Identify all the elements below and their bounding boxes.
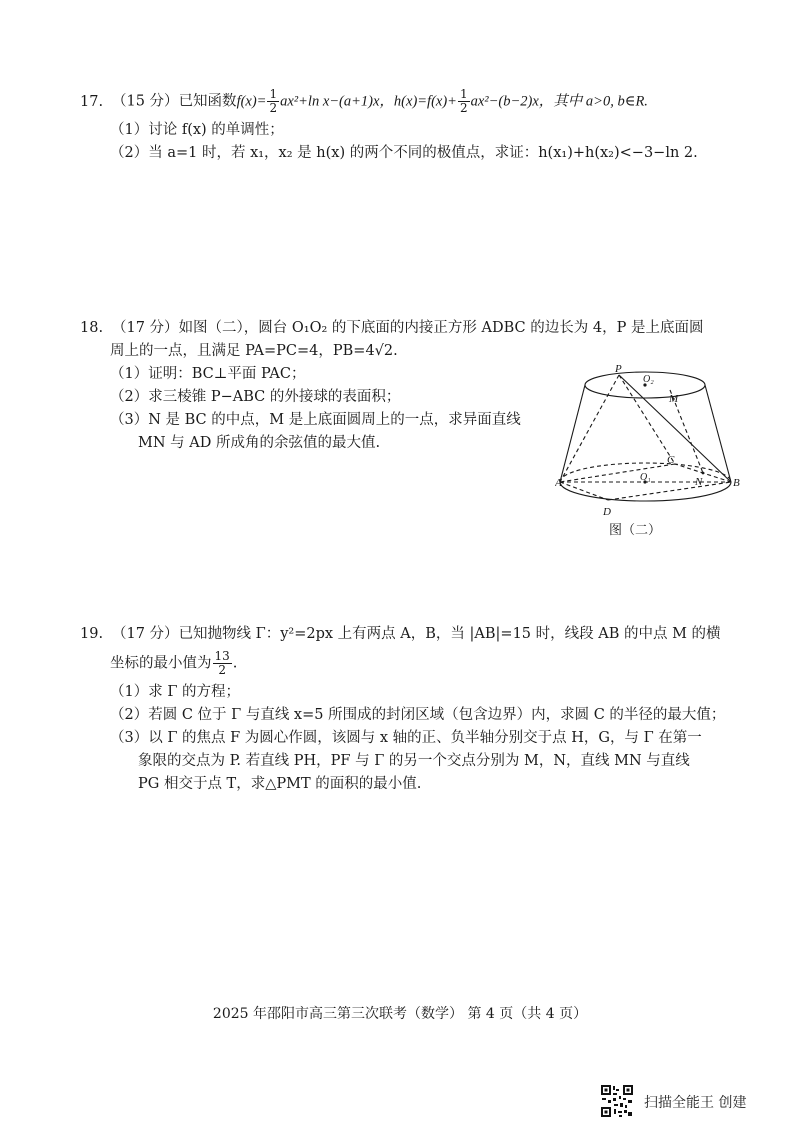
q19-part-3-cont-2: PG 相交于点 T，求△PMT 的面积的最小值. — [138, 776, 422, 792]
point-N — [702, 472, 705, 475]
fraction: $\frac{13}{2}$ — [214, 649, 230, 677]
edge-PC — [619, 375, 675, 464]
label-P: P — [615, 363, 622, 375]
label-O1: O₁ — [640, 472, 651, 483]
label-O2: O₂ — [643, 374, 654, 385]
edge-PA — [560, 375, 619, 482]
watermark-label: 扫描全能王 创建 — [644, 1095, 747, 1111]
q17-stem: 17. （15 分）已知函数f(x)= $\frac{1}{2}$ ax²+ln x−(a+1)x，h(x)=f(x)+ $\frac{1}{2}$ ax²−(b−2)x，其中 a>0, b∈R. — [80, 87, 648, 115]
fraction: $\frac{1}{2}$ — [459, 87, 468, 115]
q18-part-1: （1）证明：BC⊥平面 PAC； — [110, 366, 306, 382]
frustum-left-edge — [560, 385, 585, 482]
label-D: D — [603, 506, 611, 518]
question-17 — [80, 88, 740, 165]
q19-stem-cont: 坐标的最小值为 $\frac{13}{2}$ . — [110, 649, 238, 677]
q18-stem-cont: 周上的一点，且满足 PA=PC=4，PB=4√2. — [110, 343, 398, 359]
qr-code-icon — [600, 1084, 634, 1118]
q19-part-1: （1）求 Γ 的方程； — [110, 684, 241, 700]
label-N: N — [695, 476, 703, 488]
q18-part-3: （3）N 是 BC 的中点，M 是上底面圆周上的一点，求异面直线 — [110, 412, 521, 428]
edge-CA — [560, 464, 675, 482]
page-footer: 2025 年邵阳市高三第三次联考（数学） 第 4 页（共 4 页） — [212, 1006, 588, 1022]
q19-part-2: （2）若圆 C 位于 Γ 与直线 x=5 所围成的封闭区域（包含边界）内，求圆 C 的半径的最大值； — [110, 707, 726, 723]
q17-number: 17. — [80, 93, 104, 110]
label-A: A — [555, 477, 562, 489]
q19-stem: 19. （17 分）已知抛物线 Γ：y²=2px 上有两点 A，B，当 |AB|=15 时，线段 AB 的中点 M 的横 — [80, 626, 721, 642]
edge-AD — [560, 482, 608, 500]
q17-part-1: （1）讨论 f(x) 的单调性； — [110, 122, 284, 138]
label-M: M — [669, 393, 679, 405]
fraction: $\frac{1}{2}$ — [269, 87, 278, 115]
label-B: B — [733, 477, 740, 489]
q18-part-2: （2）求三棱锥 P−ABC 的外接球的表面积； — [110, 389, 401, 405]
bottom-base-front — [560, 482, 731, 501]
scanner-watermark — [600, 1082, 780, 1122]
label-C: C — [667, 454, 675, 466]
frustum-right-edge — [705, 385, 731, 482]
q18-part-3-cont: MN 与 AD 所成角的余弦值的最大值. — [138, 435, 381, 451]
frustum-figure — [555, 360, 740, 545]
figure-caption: 图（二） — [609, 523, 662, 538]
q18-stem: 18. （17 分）如图（二），圆台 O₁O₂ 的下底面的内接正方形 ADBC 的边长为 4，P 是上底面圆 — [80, 320, 704, 336]
q19-part-3: （3）以 Γ 的焦点 F 为圆心作圆，该圆与 x 轴的正、负半轴分别交于点 H，G，与 Γ 在第一 — [110, 730, 702, 746]
question-19 — [80, 623, 740, 796]
q17-part-2: （2）当 a=1 时，若 x₁，x₂ 是 h(x) 的两个不同的极值点，求证：h(x₁)+h(x₂)<−3−ln 2. — [110, 145, 698, 161]
edge-PB — [619, 375, 731, 482]
edge-DB — [608, 482, 731, 500]
q19-part-3-cont-1: 象限的交点为 P. 若直线 PH，PF 与 Γ 的另一个交点分别为 M，N，直线 MN 与直线 — [138, 753, 690, 769]
